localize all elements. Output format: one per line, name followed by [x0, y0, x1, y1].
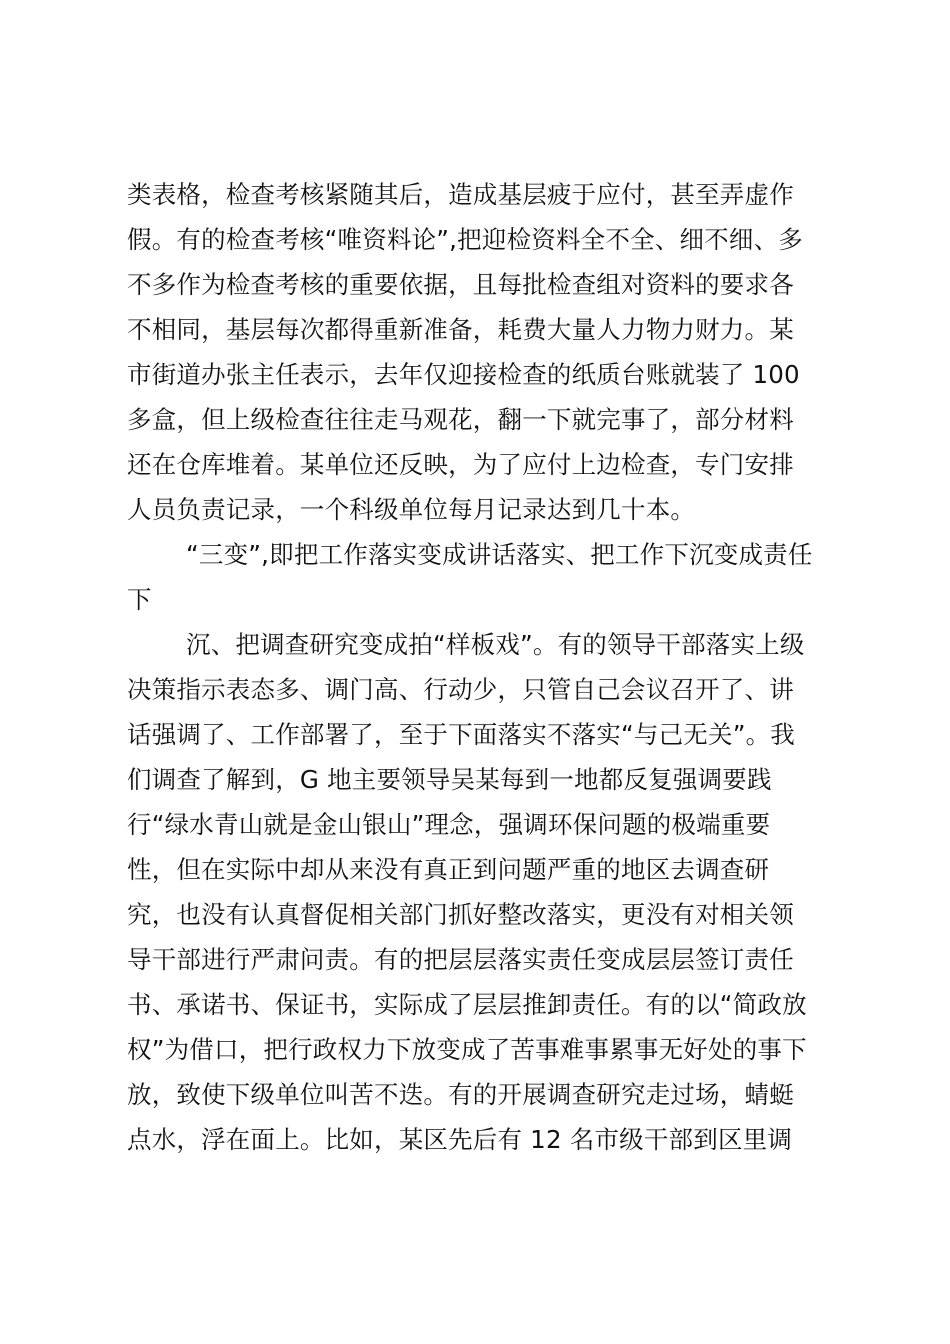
text-line: 话强调了、工作部署了，至于下面落实不落实“与己无关”。我 [127, 720, 795, 749]
paragraph-start-line: 沉、把调查研究变成拍“样板戏”。有的领导干部落实上级 [186, 630, 805, 659]
text-line: 人员负责记录，一个科级单位每月记录达到几十本。 [127, 495, 696, 524]
text-line: 多盒，但上级检查往往走马观花，翻一下就完事了，部分材料 [127, 405, 794, 434]
text-line: 假。有的检查考核“唯资料论”,把迎检资料全不全、细不细、多 [127, 225, 803, 254]
text-line: 不相同，基层每次都得重新准备，耗费大量人力物力财力。某 [127, 315, 794, 344]
text-line: 书、承诺书、保证书，实际成了层层推卸责任。有的以“简政放 [127, 990, 807, 1019]
text-line: 行“绿水青山就是金山银山”理念，强调环保问题的极端重要 [127, 810, 771, 839]
text-line: 点水，浮在面上。比如，某区先后有 12 名市级干部到区里调 [127, 1125, 793, 1154]
paragraph-start-line: “三变”,即把工作落实变成讲话落实、把工作下沉变成责任 [186, 540, 813, 569]
text-line: 放，致使下级单位叫苦不迭。有的开展调查研究走过场，蜻蜓 [127, 1080, 794, 1109]
text-line: 们调查了解到，G 地主要领导吴某每到一地都反复强调要践 [127, 765, 772, 794]
text-line: 类表格，检查考核紧随其后，造成基层疲于应付，甚至弄虚作 [127, 180, 794, 209]
text-line: 究，也没有认真督促相关部门抓好整改落实，更没有对相关领 [127, 900, 794, 929]
text-line: 性，但在实际中却从来没有真正到问题严重的地区去调查研 [127, 855, 770, 884]
text-line: 下 [127, 585, 152, 614]
text-line: 决策指示表态多、调门高、行动少，只管自己会议召开了、讲 [127, 675, 794, 704]
text-line: 不多作为检查考核的重要依据，且每批检查组对资料的要求各 [127, 270, 794, 299]
text-line: 市街道办张主任表示，去年仅迎接检查的纸质台账就装了 100 [127, 360, 800, 389]
text-line: 导干部进行严肃问责。有的把层层落实责任变成层层签订责任 [127, 945, 794, 974]
text-line: 还在仓库堆着。某单位还反映，为了应付上边检查，专门安排 [127, 450, 794, 479]
text-line: 权”为借口，把行政权力下放变成了苦事难事累事无好处的事下 [127, 1035, 807, 1064]
